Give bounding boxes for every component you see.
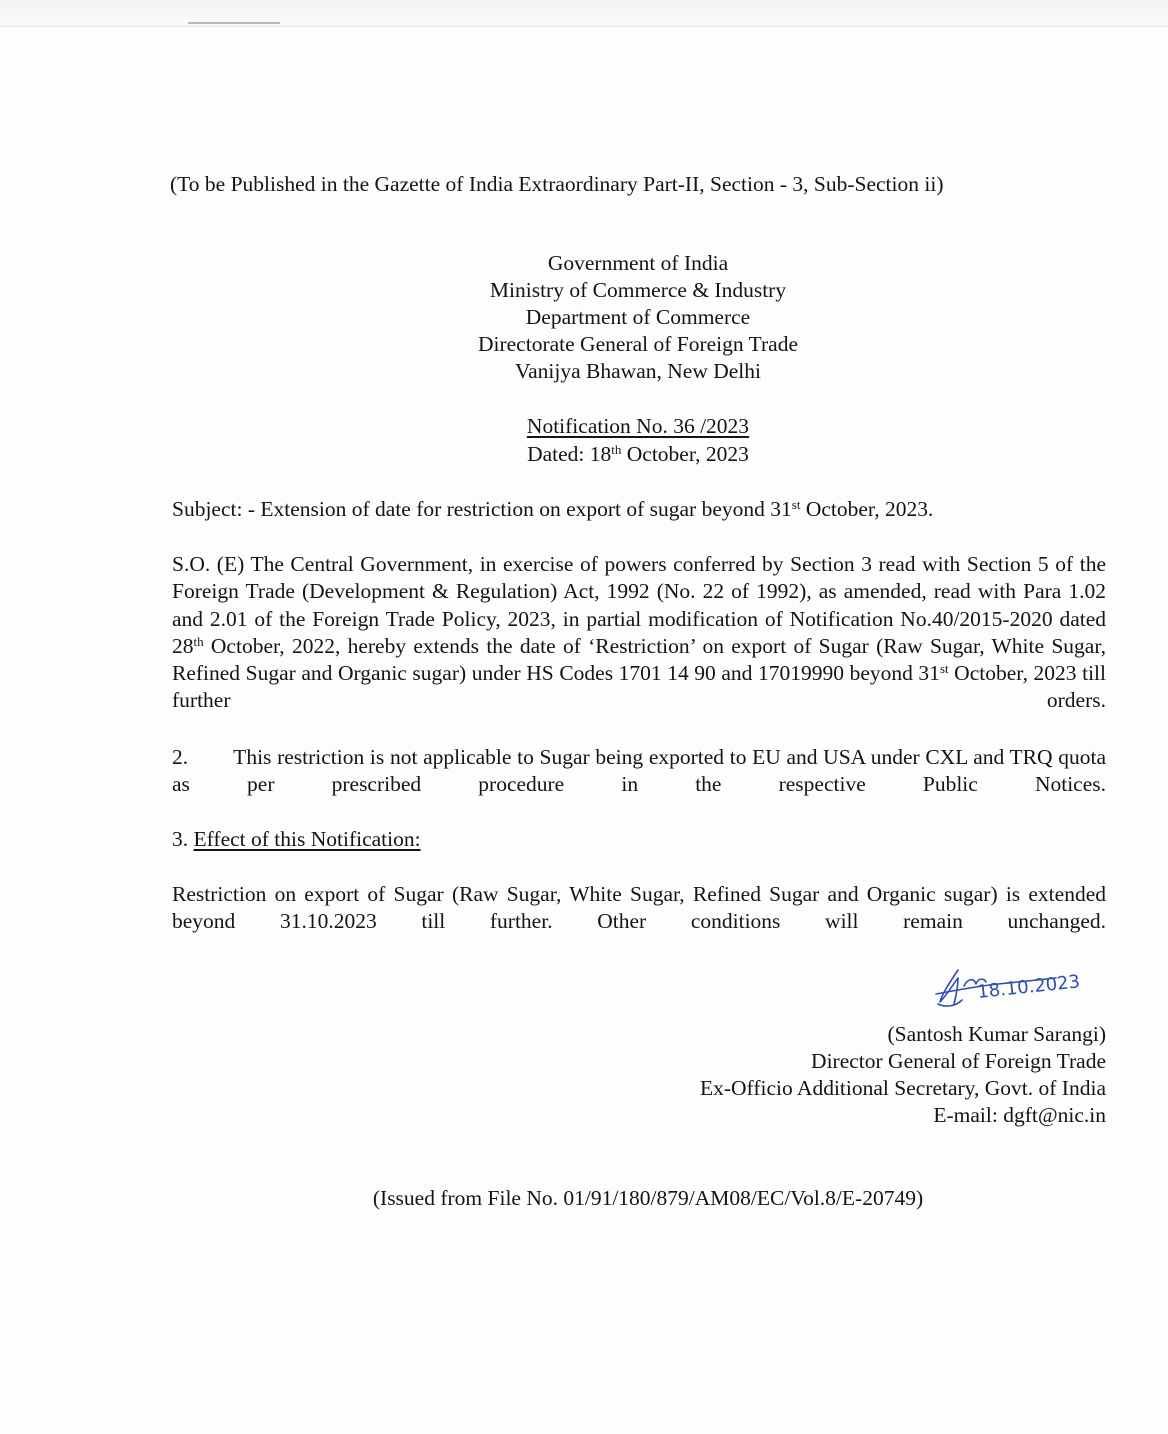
so-part3: October, 2023 till further orders.	[172, 661, 1106, 713]
so-sup2: st	[939, 661, 949, 677]
signatory-title-dg: Director General of Foreign Trade	[811, 1049, 1106, 1073]
signature-date: 18.10.2023	[976, 971, 1082, 1003]
issuer-department: Department of Commerce	[525, 305, 751, 329]
paragraph-3-heading	[172, 826, 421, 853]
file-reference: (Issued from File No. 01/91/180/879/AM08/EC/Vol.8/E-20749)	[372, 1186, 924, 1210]
signatory-title-secretary: Ex-Officio Additional Secretary, Govt. of India	[699, 1076, 1106, 1100]
para3-heading-text: Effect of this Notification:	[193, 827, 421, 851]
issuer-ministry: Ministry of Commerce & Industry	[489, 278, 787, 302]
scan-edge	[0, 0, 1168, 27]
handwritten-signature	[928, 964, 1098, 1014]
subject-pre: Subject: - Extension of date for restriction on export of sugar beyond 31	[172, 497, 792, 521]
effect-paragraph: Restriction on export of Sugar (Raw Sugar, White Sugar, Refined Sugar and Organic sugar) is extended beyond 31.10.2023 till further. Other conditions will remain unchanged.	[172, 882, 1106, 934]
so-paragraph	[172, 551, 1106, 715]
so-part2: October, 2022, hereby extends the date of ‘Restriction’ on export of Sugar (Raw Sugar, White Sugar, Refined Sugar and Organic sugar) under HS Codes 1701 14 90 and 17019990 beyond 31	[172, 633, 1106, 686]
signatory-name: (Santosh Kumar Sarangi)	[887, 1022, 1106, 1046]
subject-sup: st	[791, 497, 801, 512]
subject-line	[172, 496, 933, 523]
issuer-government: Government of India	[547, 251, 729, 275]
notification-number	[438, 413, 838, 440]
signatory-email: E-mail: dgft@nic.in	[933, 1103, 1106, 1127]
notification-number-text: Notification No. 36 /2023	[526, 414, 750, 438]
date-prefix: Dated: 18	[527, 442, 612, 466]
date-suffix: October, 2023	[621, 442, 749, 466]
scan-mark	[188, 22, 280, 24]
para3-number: 3.	[172, 827, 194, 851]
issuer-address: Vanijya Bhawan, New Delhi	[515, 359, 761, 383]
subject-post: October, 2023.	[800, 497, 934, 521]
gazette-header: (To be Published in the Gazette of India Extraordinary Part-II, Section - 3, Sub-Section ii)	[170, 172, 944, 196]
paragraph-2: 2. This restriction is not applicable to Sugar being exported to EU and USA under CXL and TRQ quota as per prescribed procedure in the respective Public Notices.	[172, 745, 1112, 797]
issuer-directorate: Directorate General of Foreign Trade	[477, 332, 798, 356]
so-sup1: th	[193, 633, 204, 649]
notification-date	[438, 441, 838, 468]
date-sup: th	[611, 442, 622, 457]
so-part1: S.O. (E) The Central Government, in exercise of powers conferred by Section 3 read with Section 5 of the Foreign Trade (Development & Regulation) Act, 1992 (No. 22 of 1992), as amended, read with Para 1.02 and 2.01 of the Foreign Trade Policy, 2023, in partial modification of Notification No.40/2015-2020 dated 28	[172, 552, 1106, 658]
